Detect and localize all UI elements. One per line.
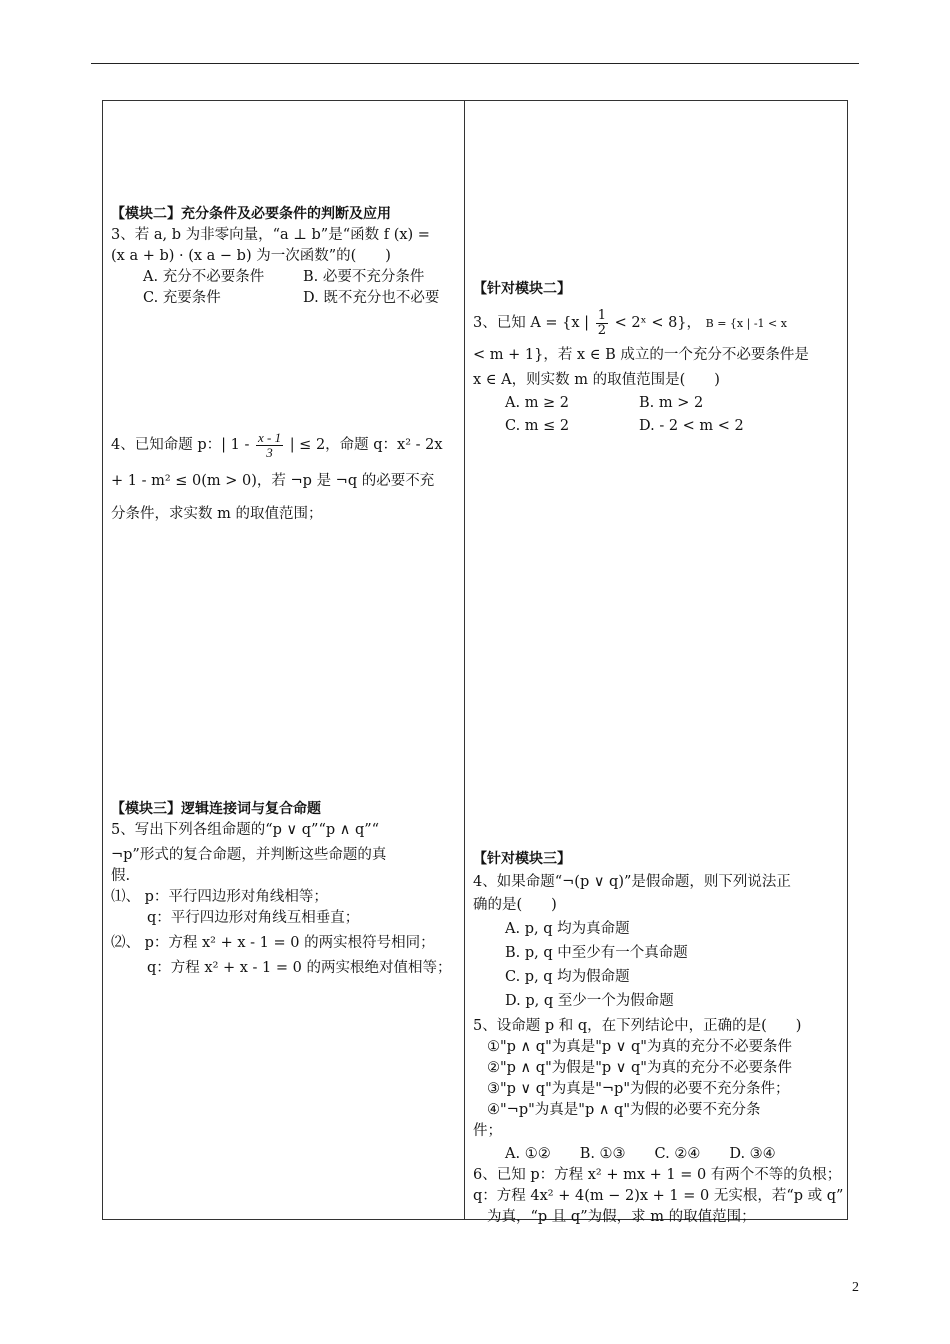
worksheet-table (102, 100, 848, 1225)
module2-block (111, 204, 457, 309)
t5-statement2: ②"p ∧ q"为假是"p ∨ q"为真的充分不必要条件 (487, 1060, 792, 1076)
q4-line1 (111, 429, 457, 461)
t5-statement4a: ④"¬p"为真是"p ∧ q"为假的必要不充分条 (487, 1102, 761, 1118)
t3-fraction (596, 309, 608, 338)
t5-statement4b: 件； (473, 1123, 502, 1139)
q3-options-row1 (111, 267, 457, 288)
q5-item1-p: ⑴、 p：平行四边形对角线相等； (111, 889, 328, 905)
t3-line2: < m + 1}，若 x ∈ B 成立的一个充分不必要条件是 (473, 347, 809, 363)
t4-option-a: A. p, q 均为真命题 (505, 921, 630, 937)
column-divider (464, 101, 465, 1219)
t3-set-b: B = {x | -1 < x (705, 317, 787, 330)
module3-heading: 【模块三】逻辑连接词与复合命题 (111, 801, 321, 817)
t3-options-row1 (473, 393, 841, 414)
module2-heading: 【模块二】充分条件及必要条件的判断及应用 (111, 206, 391, 222)
q3-option-c: C. 充要条件 (143, 290, 221, 306)
t3-line1 (473, 306, 841, 341)
q4-line2: + 1 - m² ≤ 0(m > 0)，若 ¬p 是 ¬q 的必要不充 (111, 473, 435, 489)
t3-prefix: 3、已知 A = {x | (473, 315, 590, 331)
q4-frac-den: 3 (266, 444, 273, 460)
q3-options-row2 (111, 288, 457, 309)
q3-line1: 3、若 a, b 为非零向量，“a ⊥ b”是“函数 f (x) = (111, 227, 430, 243)
q5-line3: 假. (111, 868, 131, 884)
q5-item2-p: ⑵、 p：方程 x² + x - 1 = 0 的两实根符号相同； (111, 935, 435, 951)
t3-option-a: A. m ≥ 2 (505, 395, 570, 411)
t5-options: A. ①② B. ①③ C. ②④ D. ③④ (505, 1146, 776, 1162)
t3-mid: < 2ˣ < 8}， (614, 315, 702, 331)
t5-statement3: ③"p ∨ q"为真是"¬p"为假的必要不充分条件； (487, 1081, 790, 1097)
t4-option-d: D. p, q 至少一个为假命题 (505, 993, 674, 1009)
q3-option-d: D. 既不充分也不必要 (303, 290, 440, 306)
q4-line3: 分条件，求实数 m 的取值范围； (111, 506, 323, 522)
t3-frac-num: 1 (597, 307, 606, 323)
header-rule (91, 63, 859, 64)
target3-block (473, 849, 844, 1228)
q4-block (111, 429, 457, 525)
t6-line1: 6、已知 p：方程 x² + mx + 1 = 0 有两个不等的负根； (473, 1167, 842, 1183)
t4-line1: 4、如果命题“¬(p ∨ q)”是假命题，则下列说法正 (473, 874, 791, 890)
q5-item2-q: q：方程 x² + x - 1 = 0 的两实根绝对值相等； (147, 960, 452, 976)
t3-option-d: D. - 2 < m < 2 (639, 418, 744, 434)
q4-prefix: 4、已知命题 p：| 1 - (111, 437, 250, 453)
q5-item1-q: q：平行四边形对角线互相垂直； (147, 910, 360, 926)
q3-line2: (x a + b) · (x a − b) 为一次函数”的( ) (111, 248, 391, 264)
target2-block (473, 279, 841, 437)
q4-frac-num: x - 1 (257, 429, 282, 445)
q5-line1: 5、写出下列各组命题的“p ∨ q”“p ∧ q”“ (111, 822, 380, 838)
t3-options-row2 (473, 416, 841, 437)
t4-option-c: C. p, q 均为假命题 (505, 969, 630, 985)
q4-mid: | ≤ 2，命题 q：x² - 2x (289, 437, 443, 453)
t6-line3: 为真，“p 且 q”为假，求 m 的取值范围； (487, 1209, 756, 1225)
target2-heading: 【针对模块二】 (473, 281, 571, 297)
t5-statement1: ①"p ∧ q"为真是"p ∨ q"为真的充分不必要条件 (487, 1039, 792, 1055)
q5-line2: ¬p”形式的复合命题，并判断这些命题的真 (111, 847, 387, 863)
q3-option-a: A. 充分不必要条件 (143, 269, 265, 285)
target3-heading: 【针对模块三】 (473, 851, 571, 867)
page-number: 2 (852, 1280, 859, 1295)
t3-frac-den: 2 (597, 322, 606, 338)
t3-line3: x ∈ A，则实数 m 的取值范围是( ) (473, 372, 720, 388)
t4-line2: 确的是( ) (473, 897, 557, 913)
module3-block (111, 799, 457, 979)
t3-option-b: B. m > 2 (639, 395, 704, 411)
t5-line1: 5、设命题 p 和 q，在下列结论中，正确的是( ) (473, 1018, 802, 1034)
q3-option-b: B. 必要不充分条件 (303, 269, 425, 285)
q4-fraction (256, 431, 283, 460)
t3-option-c: C. m ≤ 2 (505, 418, 570, 434)
t6-line2: q：方程 4x² + 4(m − 2)x + 1 = 0 无实根，若“p 或 q” (473, 1188, 844, 1204)
t4-option-b: B. p, q 中至少有一个真命题 (505, 945, 688, 961)
